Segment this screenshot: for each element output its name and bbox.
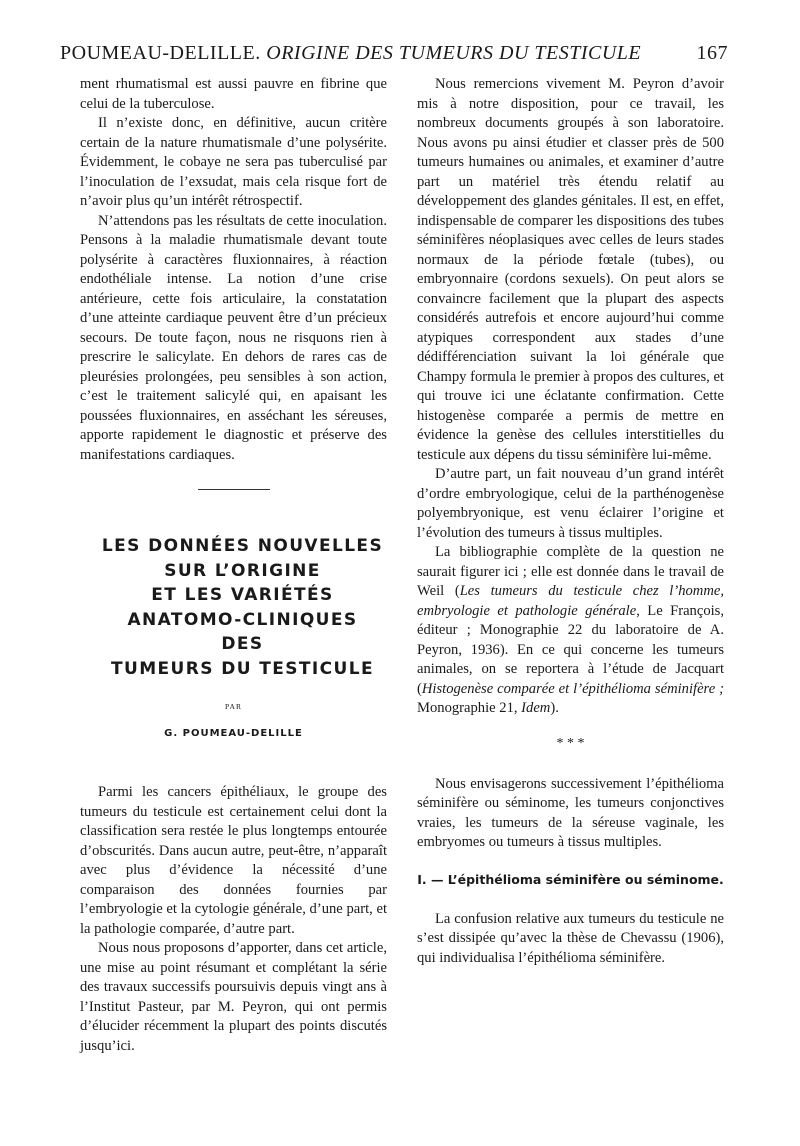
right-column [417,75,724,968]
paragraph: D’autre part, un fait nouveau d’un grand intérêt d’ordre embryologique, celui de la parthénogenèse polyembryonique, est venu éclairer l’origine et l’évolution des tumeurs à tissus multiples. [417,466,724,541]
paragraph: Nous remercions vivement M. Peyron d’avoir mis à notre disposition, pour ce travail, les nombreux documents groupés à son laboratoire. Nous avons pu ainsi étudier et classer près de 500 tumeurs humaines ou animales, et examiner d’autre part un matériel très étendu relatif au développement des glandes génitales. Il est, en effet, indispensable de comparer les dispositions des tubes séminifères néoplasiques avec celles de leurs stades normaux de la période fœtale (tubes), ou embryonnaire (cordons sexuels). On peut alors se convaincre facilement que la plupart des aspects considérés autrefois et encore aujourd’hui comme atypiques correspondent aux stades d’une dédifférenciation suivant la loi générale que Champy formula le premier à propos des cultures, et qui trouve ici une éclatante confirmation. Cette histogenèse comparée a permis de mettre en évidence la genèse des cellules interstitielles du testicule aux dépens du tissu séminifère lui-même. [417,76,724,463]
section-heading: I. — L’épithélioma séminifère ou séminome. [417,871,724,887]
article-title-line: TUMEURS DU TESTICULE [111,658,374,679]
article-title-line: ANATOMO-CLINIQUES [127,609,358,630]
running-header [60,42,728,65]
biblio-italic-ref: Idem [521,700,551,716]
article-title-line: DES [221,634,264,654]
article-title-line: SUR L’ORIGINE [164,560,321,581]
page-number: 167 [696,42,728,64]
paragraph: Nous envisagerons successivement l’épithélioma séminifère ou séminome, les tumeurs conjonctives vraies, les tumeurs de la séreuse vaginale, les embryomes ou tumeurs à tissus multiples. [417,775,724,850]
paragraph: Nous nous proposons d’apporter, dans cet article, une mise au point résumant et complétant la série des travaux successifs poursuivis depuis vingt ans à l’Institut Pasteur, par M. Peyron, qui ont permis d’élucider récemment la plupart des points discutés jusqu’ici. [80,940,387,1054]
par-label: PAR [225,702,242,711]
left-column [80,75,387,1056]
paragraph: N’attendons pas les résultats de cette inoculation. Pensons à la maladie rhumatismale devant toute polysérite à caractères fluxionnaires, à réaction endothéliale intense. La notion d’une crise antérieure, cette fois articulaire, la constatation d’une atteinte cardiaque peuvent être d’un précieux secours. De toute façon, nous ne risquons rien à prescrire le salicylate. En dehors de rares cas de pleurésies prolongées, peu sensibles à son action, c’est le traitement salicylé qui, en apaisant les poussées fluxionnaires, en asséchant les séreuses, apporte rapidement le diagnostic et préserve des manifestations cardiaques. [80,212,387,463]
paragraph-continuation: ment rhumatismal est aussi pauvre en fibrine que celui de la tuberculose. [80,76,387,112]
paragraph: Il n’existe donc, en définitive, aucun critère certain de la nature rhumatismale d’une polysérite. Évidemment, le cobaye ne sera pas tuberculisé par l’inoculation de l’exsudat, mais cela risque fort de n’avoir plus qu’un intérêt rétrospectif. [80,115,387,209]
biblio-italic-ref: Les tumeurs du testicule chez l’homme, embryologie et pathologie générale [417,583,724,619]
article-title [80,534,387,681]
bibliography-paragraph [417,543,724,719]
asterism: * * * [556,735,585,751]
biblio-italic-ref: Histogenèse comparée et l’épithélioma séminifère ; [421,680,724,697]
header-title: ORIGINE DES TUMEURS DU TESTICULE [266,42,642,64]
paragraph: Parmi les cancers épithéliaux, le groupe des tumeurs du testicule est certainement celui dont la classification sera restée le plus longtemps entourée d’obscurités. Dans aucun autre, peut-être, n’apparaît avec plus d’évidence la nécessité d’une comparaison des données fournies par l’embryologie et la cytologie générale, d’une part, et la pathologie comparée, d’autre part. [80,784,387,937]
biblio-text: La bibliographie complète de la question ne saurait figurer ici ; elle est donnée dans le travail de Weil ( [417,544,724,599]
biblio-text: Monographie 21, [417,700,522,716]
biblio-text: , Le François, éditeur ; Monographie 22 du laboratoire de A. Peyron, 1936). En ce qui concerne les tumeurs animales, on se reportera à l’étude de Jacquart ( [417,602,725,697]
section-divider [198,489,270,490]
author-byline: G. POUMEAU-DELILLE [164,727,303,739]
header-author: POUMEAU-DELILLE. [60,42,261,64]
paragraph: La confusion relative aux tumeurs du testicule ne s’est dissipée qu’avec la thèse de Chevassu (1906), qui individualisa l’épithélioma séminifère. [417,910,724,966]
running-title [60,42,641,65]
article-title-line: LES DONNÉES NOUVELLES [101,536,384,556]
article-title-line: ET LES VARIÉTÉS [151,585,334,605]
biblio-text: ). [550,700,559,716]
